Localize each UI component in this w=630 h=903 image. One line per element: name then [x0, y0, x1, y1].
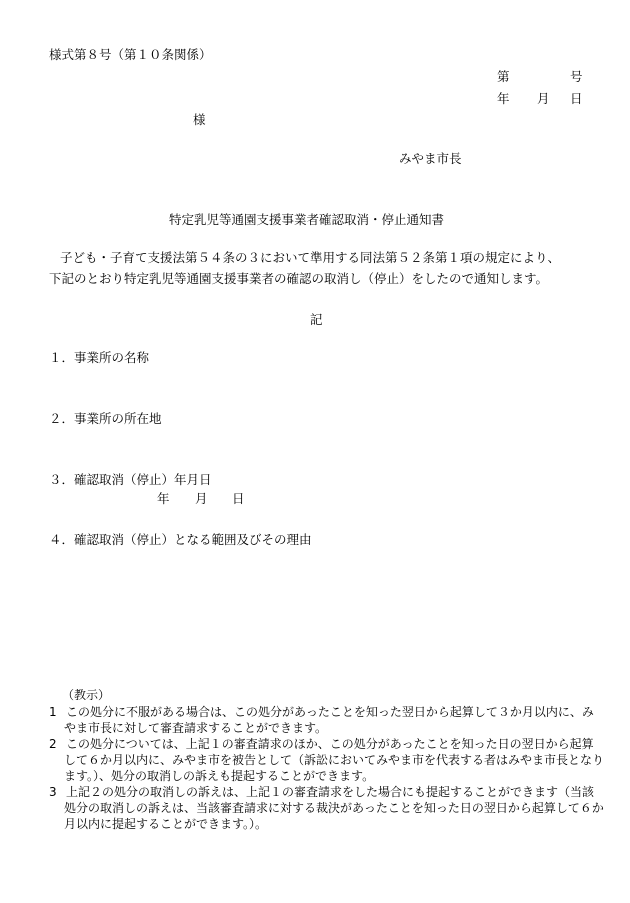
item-scope-and-reason: ４．確認取消（停止）となる範囲及びその理由	[49, 532, 312, 547]
item-facility-name: １．事業所の名称	[49, 350, 150, 365]
addressee-suffix: 様	[193, 112, 206, 127]
date-day-label: 日	[570, 91, 583, 106]
body-text-line-2: 下記のとおり特定乳児等通園支援事業者の確認の取消し（停止）をしたので通知します。	[49, 271, 549, 286]
ki-heading: 記	[310, 312, 323, 327]
doc-number-suffix: 号	[570, 69, 583, 84]
date-year-label: 年	[497, 91, 510, 106]
notice-2-line-3: ます。）、処分の取消しの訴えも提起することができます。	[64, 769, 375, 783]
item-facility-address: ２．事業所の所在地	[49, 411, 162, 426]
notice-2-number: 2	[49, 737, 57, 751]
item3-day-label: 日	[232, 491, 245, 506]
item3-year-label: 年	[157, 491, 170, 506]
form-number: 様式第８号（第１０条関係）	[49, 47, 212, 62]
notice-3-line-2: 処分の取消しの訴えは、当該審査請求に対する裁決があったことを知った日の翌日から起算して６か	[64, 801, 604, 815]
notice-1-number: 1	[49, 705, 57, 719]
date-month-label: 月	[537, 91, 550, 106]
notice-2-line-1: この処分については、上記１の審査請求のほか、この処分があったことを知った日の翌日から起算	[66, 737, 594, 751]
notice-3-line-3: 月以内に提起することができます。）。	[64, 817, 268, 831]
document-title: 特定乳児等通園支援事業者確認取消・停止通知書	[169, 212, 445, 227]
notice-1-line-2: やま市長に対して審査請求することができます。	[64, 721, 328, 735]
notice-3-number: 3	[49, 785, 57, 799]
body-text-line-1: 子ども・子育て支援法第５４条の３において準用する同法第５２条第１項の規定により、	[60, 250, 561, 265]
notice-1-line-1: この処分に不服がある場合は、この処分があったことを知った翌日から起算して３か月以内に、み	[66, 705, 594, 719]
sender-name: みやま市長	[399, 151, 462, 166]
doc-number-prefix: 第	[497, 69, 510, 84]
notice-2-line-2: して６か月以内に、みやま市を被告として（訴訟においてみやま市を代表する者はみやま市長となり	[64, 753, 605, 767]
notice-title: （教示）	[62, 688, 111, 702]
notice-3-line-1: 上記２の処分の取消しの訴えは、上記１の審査請求をした場合にも提起することができます（当該	[66, 785, 595, 799]
item3-month-label: 月	[195, 491, 208, 506]
item-cancellation-date: ３．確認取消（停止）年月日	[49, 472, 212, 487]
